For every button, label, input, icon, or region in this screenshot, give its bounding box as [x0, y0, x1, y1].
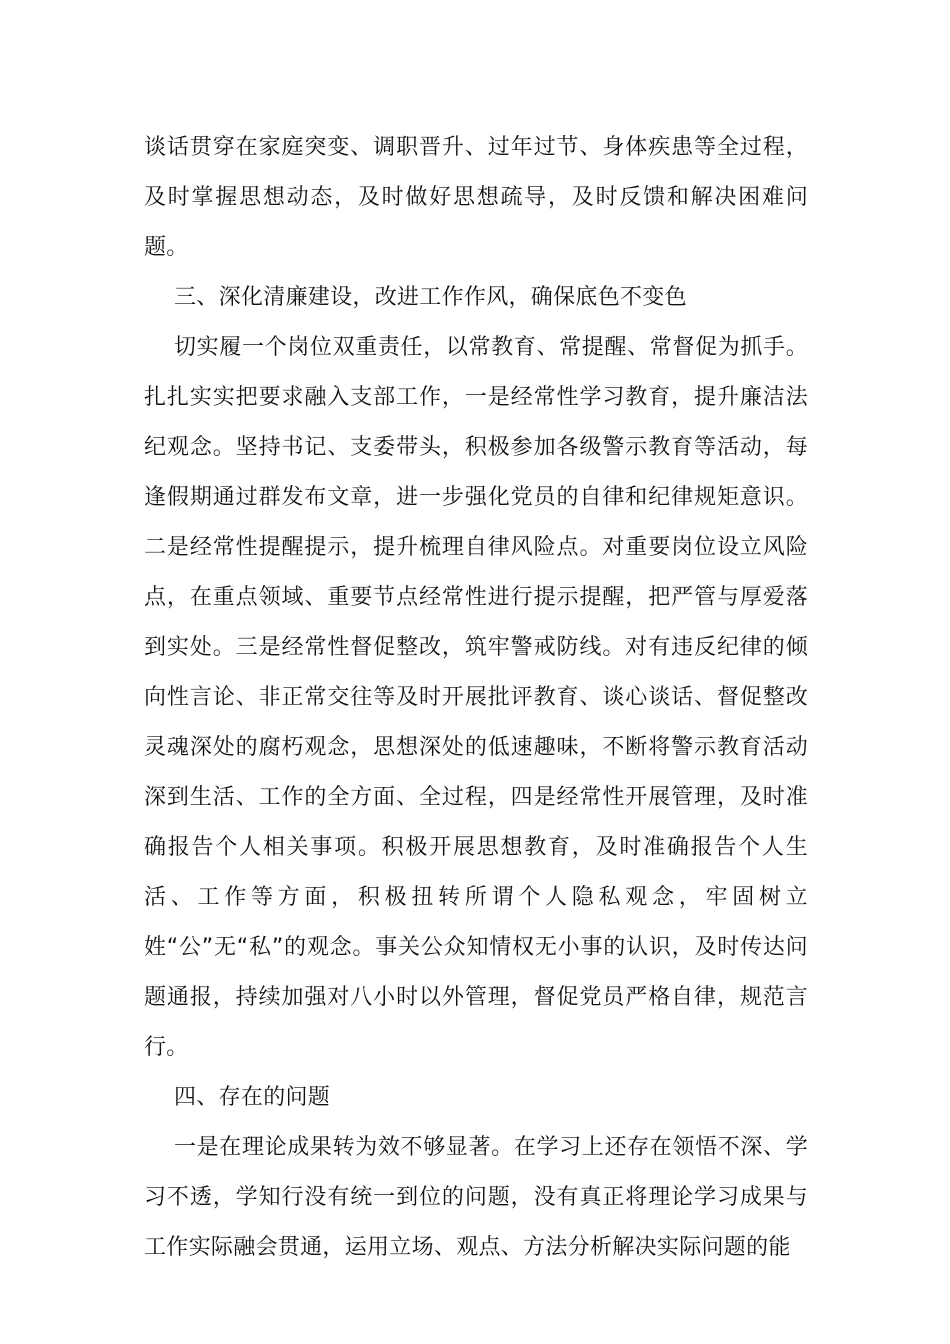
paragraph-integrity-responsibility: 切实履一个岗位双重责任，以常教育、常提醒、常督促为抓手。扎扎实实把要求融入支部工作，一是经常性学习教育，提升廉洁法纪观念。坚持书记、支委带头，积极参加各级警示教育等活动，每逢假期通过群发布文章，进一步强化党员的自律和纪律规矩意识。二是经常性提醒提示，提升梳理自律风险点。对重要岗位设立风险点，在重点领域、重要节点经常性进行提示提醒，把严管与厚爱落到实处。三是经常性督促整改，筑牢警戒防线。对有违反纪律的倾向性言论、非正常交往等及时开展批评教育、谈心谈话、督促整改灵魂深处的腐朽观念，思想深处的低速趣味，不断将警示教育活动深到生活、工作的全方面、全过程，四是经常性开展管理，及时准确报告个人相关事项。积极开展思想教育，及时准确报告个人生活、工作等方面，积极扭转所谓个人隐私观念，牢固树立姓“公”无“私”的观念。事关公众知情权无小事的认识，及时传达问题通报，持续加强对八小时以外管理，督促党员严格自律，规范言行。 [144, 335, 808, 1060]
document-body [144, 123, 808, 1273]
paragraph-continued-talks: 谈话贯穿在家庭突变、调职晋升、过年过节、身体疾患等全过程，及时掌握思想动态，及时做好思想疏导，及时反馈和解决困难问题。 [144, 135, 808, 260]
section-heading-three: 三、深化清廉建设，改进工作作风，确保底色不变色 [174, 285, 687, 310]
paragraph-problem-one: 一是在理论成果转为效不够显著。在学习上还存在领悟不深、学习不透，学知行没有统一到位的问题，没有真正将理论学习成果与工作实际融会贯通，运用立场、观点、方法分析解决实际问题的能 [144, 1135, 808, 1260]
section-heading-four: 四、存在的问题 [174, 1085, 331, 1110]
